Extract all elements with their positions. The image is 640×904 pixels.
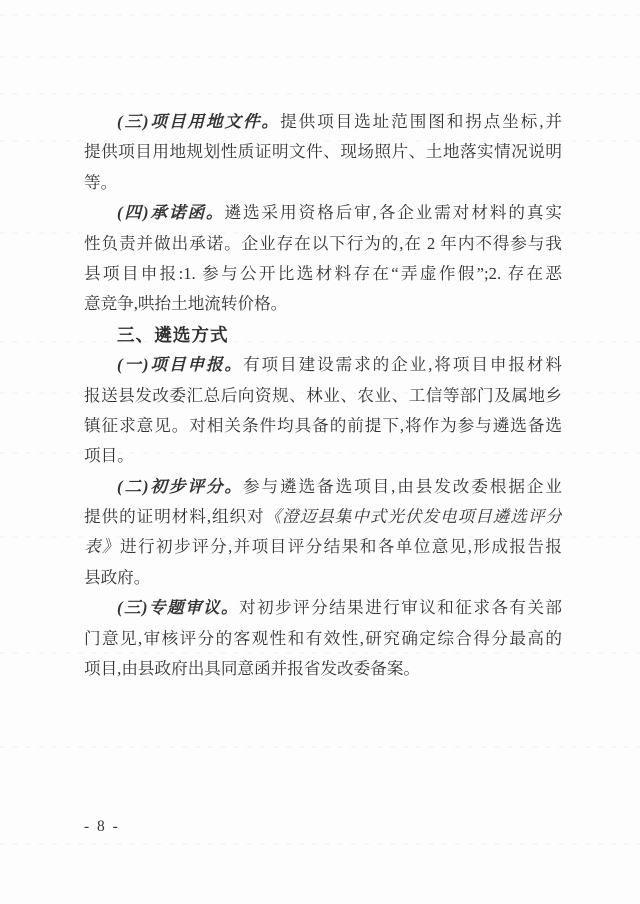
line-text: 县项目申报:1. 参与公开比选材料存在“弄虚作假”;2. 存在恶 [84, 263, 562, 283]
doc-line [84, 593, 562, 623]
page-number: - 8 - [84, 818, 120, 835]
line-text: 项目。 [84, 446, 134, 466]
doc-line [84, 137, 562, 167]
section-heading-text: 三、遴选方式 [117, 324, 229, 345]
doc-line [84, 289, 562, 319]
line-text: 镇征求意见。对相关条件均具备的前提下,将作为参与遴选备选 [84, 415, 562, 435]
doc-line [84, 107, 562, 137]
line-text: 提供项目用地规划性质证明文件、现场照片、土地落实情况说明 [84, 142, 562, 162]
doc-line [84, 624, 562, 654]
book-title: 《澄迈县集中式光伏发电项目遴选评分 [264, 507, 562, 527]
scan-artifact-line [0, 14, 640, 16]
paragraph-lead: (三)专题审议。 [117, 598, 240, 618]
line-text: 参与遴选备选项目,由县发改委根据企业 [243, 476, 562, 496]
scan-artifact-line [0, 843, 640, 845]
paragraph-lead: (一)项目申报。 [117, 355, 244, 375]
doc-line [84, 532, 562, 562]
document-body [84, 107, 562, 684]
doc-line [84, 168, 562, 198]
line-text: 性负责并做出承诺。企业存在以下行为的,在 2 年内不得参与我 [84, 233, 562, 253]
doc-line [84, 198, 562, 228]
line-text: 遴选采用资格后审,各企业需对材料的真实 [224, 203, 562, 223]
doc-line [84, 381, 562, 411]
line-text: 意竞争,哄抬土地流转价格。 [84, 294, 288, 314]
doc-line [84, 563, 562, 593]
line-text: 有项目建设需求的企业,将项目申报材料 [243, 355, 562, 375]
doc-line [84, 654, 562, 684]
line-text: 进行初步评分,并项目评分结果和各单位意见,形成报告报 [120, 537, 562, 557]
doc-line [84, 259, 562, 289]
book-title: 表》 [84, 537, 121, 557]
paragraph-lead: (四)承诺函。 [117, 203, 225, 223]
doc-line [84, 229, 562, 259]
line-text: 提供项目选址范围图和拐点坐标,并 [280, 112, 562, 131]
line-text: 门意见,审核评分的客观性和有效性,研究确定综合得分最高的 [84, 628, 562, 648]
paragraph-lead: (二)初步评分。 [117, 476, 244, 496]
scan-artifact-line [0, 93, 640, 95]
doc-line [84, 502, 562, 532]
line-text: 县政府。 [84, 567, 151, 587]
doc-line [84, 411, 562, 441]
line-text: 报送县发改委汇总后向资规、林业、农业、工信等部门及属地乡 [84, 385, 562, 405]
doc-line [84, 350, 562, 380]
scan-artifact-line [0, 746, 640, 748]
line-text: 对初步评分结果进行审议和征求各有关部 [239, 598, 562, 618]
scan-artifact-line [0, 56, 640, 58]
line-text: 项目,由县政府出具同意函并报省发改委备案。 [84, 659, 421, 679]
line-text: 提供的证明材料,组织对 [84, 507, 265, 527]
line-text: 等。 [84, 172, 118, 192]
paragraph-lead: (三)项目用地文件。 [117, 112, 281, 131]
doc-line [84, 472, 562, 502]
section-heading [84, 320, 562, 350]
doc-line [84, 441, 562, 471]
